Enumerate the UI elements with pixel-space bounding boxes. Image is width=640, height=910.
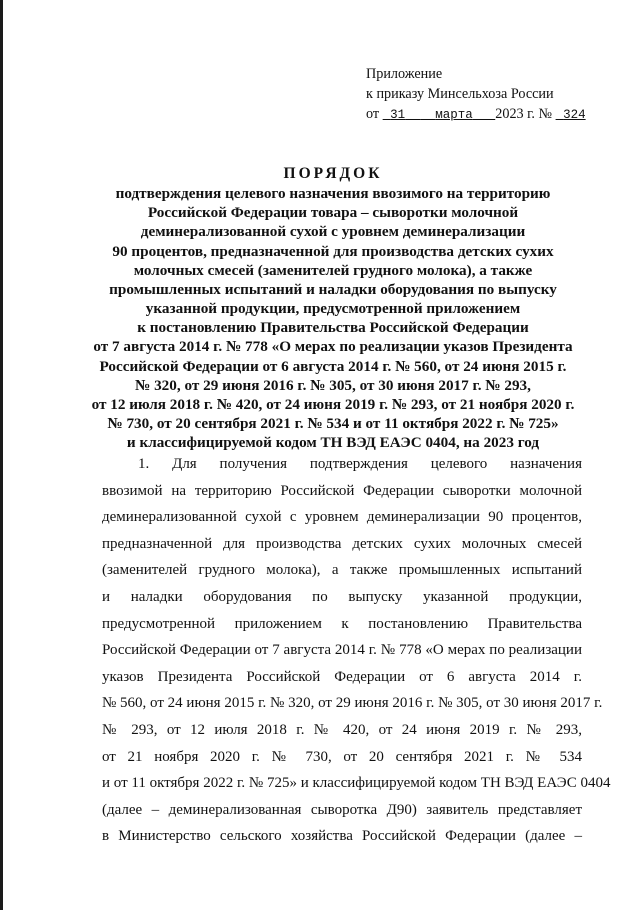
- annex-header: [366, 64, 586, 125]
- body-line: ввозимой на территорию Российской Федерации сыворотки молочной: [102, 482, 582, 499]
- title-line: подтверждения целевого назначения ввозимого на территорию: [115, 185, 551, 203]
- body-line: предназначенной для производства детских сухих молочных смесей: [102, 535, 582, 552]
- body-line: № 293, от 12 июля 2018 г. № 420, от 24 июня 2019 г. № 293,: [102, 721, 582, 738]
- title-line: Российской Федерации товара – сыворотки молочной: [147, 204, 519, 222]
- body-line: от 21 ноября 2020 г. № 730, от 20 сентября 2021 г. № 534: [102, 748, 582, 765]
- annex-date-line: [366, 104, 586, 125]
- title-line: указанной продукции, предусмотренной приложением: [145, 300, 521, 318]
- body-line: предусмотренной приложением к постановлению Правительства: [102, 615, 582, 632]
- annex-title: Приложение: [366, 66, 443, 82]
- annex-date-prefix: от: [366, 106, 380, 122]
- body-line: (далее – деминерализованная сыворотка Д90) заявитель представляет: [102, 801, 582, 818]
- annex-order-ref: к приказу Минсельхоза России: [366, 86, 554, 102]
- body-line: в Министерство сельского хозяйства Российской Федерации (далее –: [102, 828, 582, 845]
- body-paragraph: [102, 451, 611, 850]
- annex-day: 31: [390, 108, 406, 122]
- body-line: указов Президента Российской Федерации от 6 августа 2014 г.: [102, 668, 582, 685]
- body-line: (заменителей грудного молока), а также промышленных испытаний: [102, 562, 582, 579]
- title-line: от 12 июля 2018 г. № 420, от 24 июня 2019 г. № 293, от 21 ноября 2020 г.: [91, 395, 575, 413]
- body-line: № 560, от 24 июня 2015 г. № 320, от 29 июня 2016 г. № 305, от 30 июня 2017 г.: [102, 695, 603, 712]
- title-line: 90 процентов, предназначенной для производства детских сухих: [112, 242, 554, 260]
- title-line: № 320, от 29 июня 2016 г. № 305, от 30 июня 2017 г. № 293,: [135, 376, 531, 394]
- body-line: 1. Для получения подтверждения целевого назначения: [138, 456, 582, 472]
- title-line: № 730, от 20 сентября 2021 г. № 534 и от 11 октября 2022 г. № 725»: [107, 415, 559, 433]
- body-line: деминерализованной сухой с уровнем деминерализации 90 процентов,: [102, 509, 582, 526]
- title-heading: ПОРЯДОК: [283, 165, 383, 182]
- title-line: Российской Федерации от 6 августа 2014 г. № 560, от 24 июня 2015 г.: [99, 357, 567, 375]
- title-line: от 7 августа 2014 г. № 778 «О мерах по реализации указов Президента: [93, 338, 573, 356]
- body-line: Российской Федерации от 7 августа 2014 г. № 778 «О мерах по реализации: [102, 642, 582, 659]
- title-line: молочных смесей (заменителей грудного молока), а также: [133, 261, 533, 279]
- title-line: к постановлению Правительства Российской Федерации: [137, 319, 529, 337]
- title-line: деминерализованной сухой с уровнем деминерализации: [140, 223, 526, 241]
- annex-number: 324: [563, 108, 586, 122]
- annex-year: 2023 г. №: [495, 106, 553, 122]
- annex-month: марта: [435, 108, 473, 122]
- document-title: [63, 164, 603, 452]
- body-line: и от 11 октября 2022 г. № 725» и классифицируемой кодом ТН ВЭД ЕАЭС 0404: [102, 775, 611, 792]
- title-line: промышленных испытаний и наладки оборудования по выпуску: [109, 280, 557, 298]
- body-line: и наладки оборудования по выпуску указанной продукции,: [102, 588, 582, 605]
- title-line: и классифицируемой кодом ТН ВЭД ЕАЭС 0404, на 2023 год: [126, 434, 540, 452]
